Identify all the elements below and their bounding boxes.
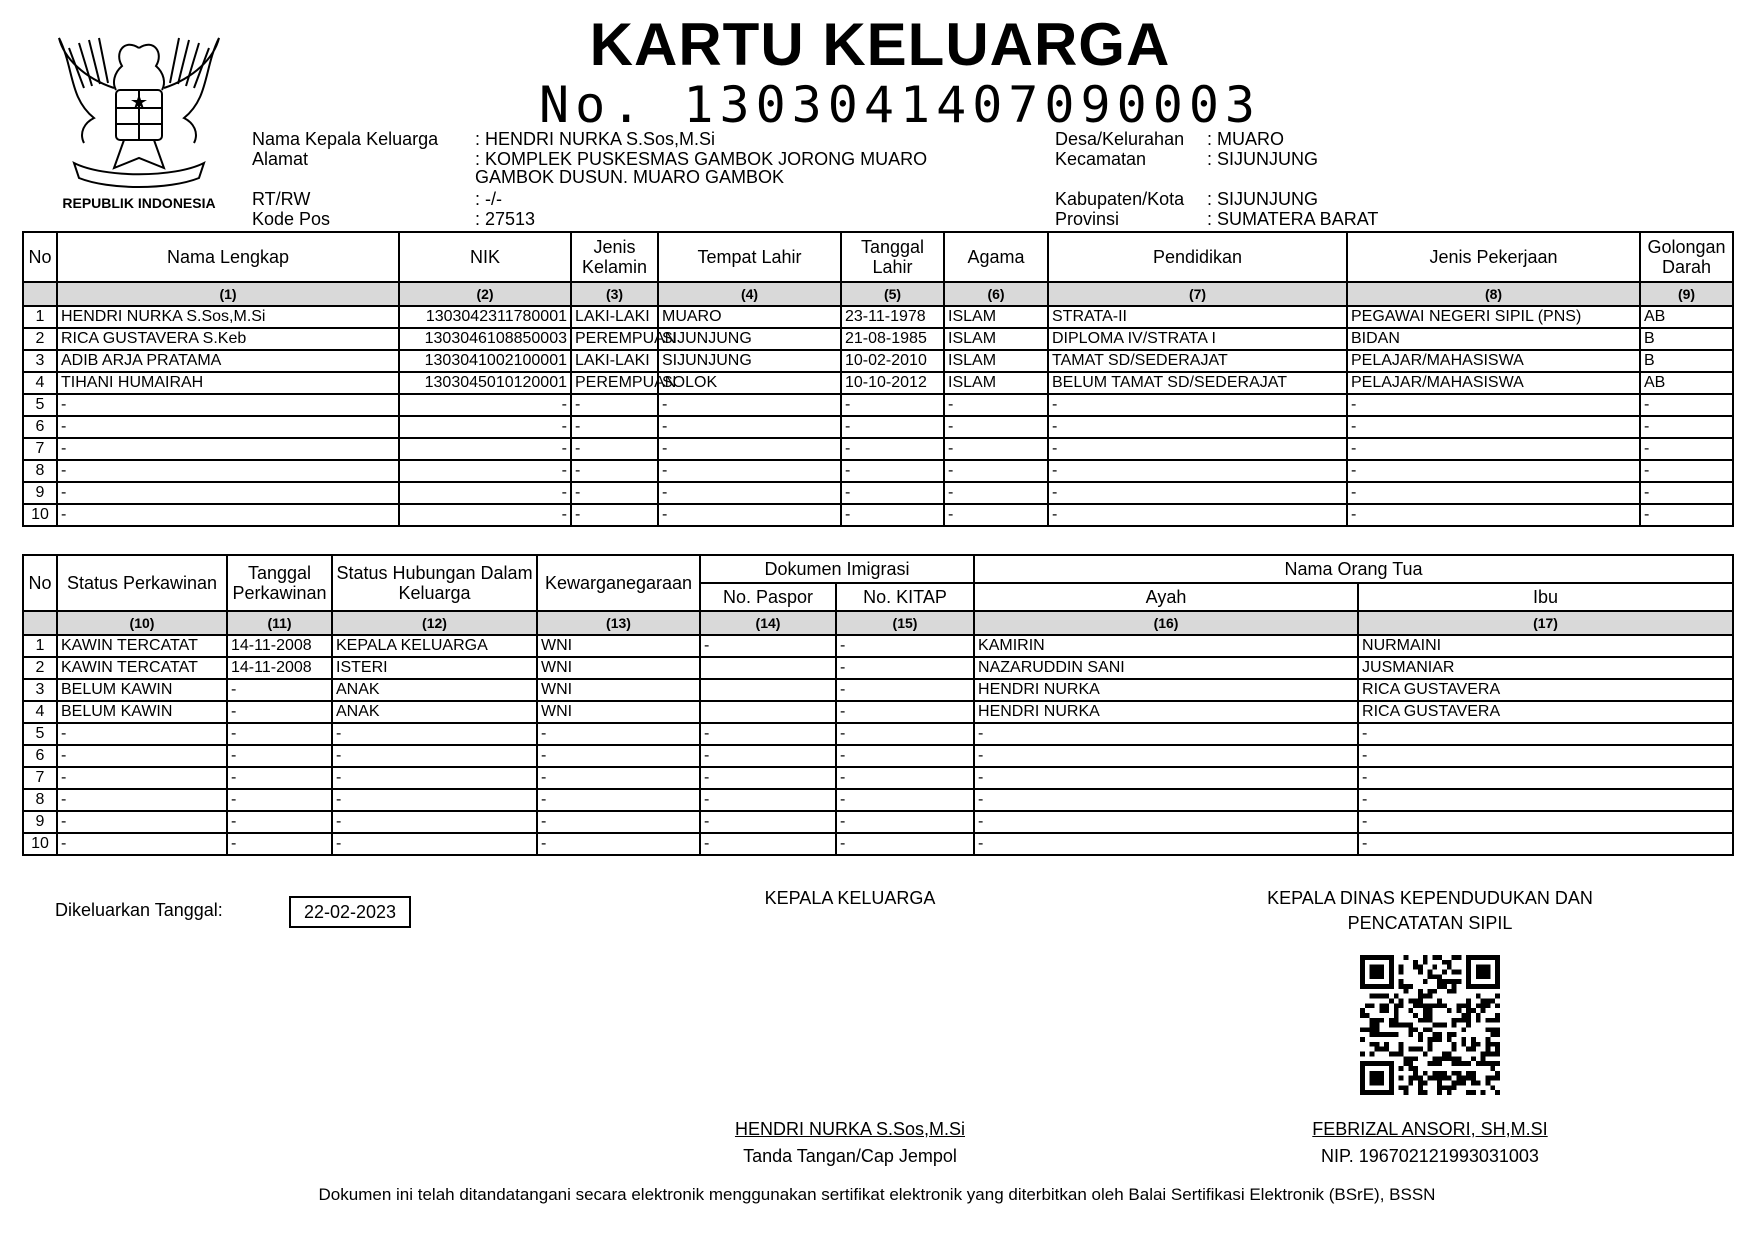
table-cell: - xyxy=(841,482,944,504)
col-header-nama-orang-tua: Nama Orang Tua xyxy=(974,555,1733,583)
table-cell: - xyxy=(227,789,332,811)
table-cell: RICA GUSTAVERA xyxy=(1358,679,1733,701)
table-cell: ISLAM xyxy=(944,372,1048,394)
table-cell: - xyxy=(836,767,974,789)
column-index: (11) xyxy=(227,611,332,635)
table-cell: - xyxy=(1358,811,1733,833)
table-cell: - xyxy=(836,723,974,745)
family-value: : SUMATERA BARAT xyxy=(1207,209,1379,229)
table-cell: - xyxy=(399,504,571,526)
table-cell: - xyxy=(658,504,841,526)
table-cell: - xyxy=(1640,504,1733,526)
column-index: (9) xyxy=(1640,282,1733,306)
table-cell: - xyxy=(836,789,974,811)
table-cell: - xyxy=(700,811,836,833)
table-cell: NURMAINI xyxy=(1358,635,1733,657)
col-header-status-perkawinan: Status Perkawinan xyxy=(57,555,227,611)
table-cell: - xyxy=(399,438,571,460)
table-cell: MUARO xyxy=(658,306,841,328)
table-cell: - xyxy=(1347,416,1640,438)
table-row xyxy=(23,811,1733,833)
family-members-table xyxy=(22,231,1734,527)
table-cell: KEPALA KELUARGA xyxy=(332,635,537,657)
col-header-no: No xyxy=(23,555,57,611)
issued-date-value: 22-02-2023 xyxy=(289,896,411,928)
table-cell: - xyxy=(227,701,332,723)
table-cell: - xyxy=(944,460,1048,482)
table-cell: 3 xyxy=(23,350,57,372)
table-cell: KAMIRIN xyxy=(974,635,1358,657)
table-cell: - xyxy=(1347,504,1640,526)
table-cell: AB xyxy=(1640,372,1733,394)
table-cell xyxy=(700,679,836,701)
table-cell: SIJUNJUNG xyxy=(658,350,841,372)
table-cell: 1303041002100001 xyxy=(399,350,571,372)
table-row xyxy=(23,416,1733,438)
family-label: RT/RW xyxy=(252,189,311,209)
table-cell: - xyxy=(700,745,836,767)
table-cell: - xyxy=(1640,416,1733,438)
family-card-number: No. 1303041407090003 xyxy=(538,76,1262,134)
family-label: Provinsi xyxy=(1055,209,1120,229)
table-cell: 10 xyxy=(23,504,57,526)
column-index: (4) xyxy=(658,282,841,306)
country-label: REPUBLIK INDONESIA xyxy=(62,195,216,211)
table-cell: - xyxy=(836,701,974,723)
family-label: Desa/Kelurahan xyxy=(1055,129,1185,149)
table-cell: 4 xyxy=(23,372,57,394)
column-index xyxy=(23,611,57,635)
col-header-kewarganegaraan: Kewarganegaraan xyxy=(537,555,700,611)
table-cell: NAZARUDDIN SANI xyxy=(974,657,1358,679)
table-cell: - xyxy=(57,767,227,789)
table-cell: B xyxy=(1640,350,1733,372)
table-row xyxy=(23,745,1733,767)
col-header-nama: Nama Lengkap xyxy=(57,232,399,282)
table-cell: ANAK xyxy=(332,679,537,701)
col-header-jenis-kelamin: Jenis Kelamin xyxy=(571,232,658,282)
column-index: (14) xyxy=(700,611,836,635)
table-cell: - xyxy=(836,745,974,767)
table-cell: - xyxy=(332,833,537,855)
official-nip: NIP. 196702121993031003 xyxy=(1321,1146,1539,1166)
table-row xyxy=(23,438,1733,460)
document-title: KARTU KELUARGA xyxy=(589,11,1171,78)
family-value: : MUARO xyxy=(1207,129,1285,149)
table-cell: - xyxy=(537,723,700,745)
table-cell: - xyxy=(57,811,227,833)
table-cell: WNI xyxy=(537,635,700,657)
qr-code-icon xyxy=(1360,955,1500,1095)
table-cell: - xyxy=(700,635,836,657)
table-cell: - xyxy=(1358,767,1733,789)
table-cell: HENDRI NURKA xyxy=(974,701,1358,723)
table-cell: - xyxy=(1347,482,1640,504)
table-cell: BIDAN xyxy=(1347,328,1640,350)
table-cell: - xyxy=(57,833,227,855)
table-cell: ISTERI xyxy=(332,657,537,679)
table-cell: - xyxy=(841,460,944,482)
table-cell: - xyxy=(836,811,974,833)
table-cell: 23-11-1978 xyxy=(841,306,944,328)
table-cell: 8 xyxy=(23,789,57,811)
table-cell: - xyxy=(700,833,836,855)
table-cell: WNI xyxy=(537,657,700,679)
table-cell: - xyxy=(974,789,1358,811)
table-cell: - xyxy=(658,438,841,460)
table-cell: - xyxy=(1347,438,1640,460)
family-label: Alamat xyxy=(252,149,309,169)
table-cell: HENDRI NURKA xyxy=(974,679,1358,701)
table-cell: - xyxy=(841,394,944,416)
table-cell: - xyxy=(332,811,537,833)
table-cell: - xyxy=(227,723,332,745)
table-cell: 4 xyxy=(23,701,57,723)
table-cell: SIJUNJUNG xyxy=(658,328,841,350)
table-cell: - xyxy=(1347,460,1640,482)
column-index: (8) xyxy=(1347,282,1640,306)
table-cell: 10-02-2010 xyxy=(841,350,944,372)
table-cell: - xyxy=(1640,394,1733,416)
table-cell: - xyxy=(944,504,1048,526)
table-cell: - xyxy=(974,811,1358,833)
table-row xyxy=(23,789,1733,811)
table-cell xyxy=(700,657,836,679)
table-cell: - xyxy=(227,767,332,789)
col-header-nik: NIK xyxy=(399,232,571,282)
table-row xyxy=(23,833,1733,855)
table-cell: - xyxy=(658,460,841,482)
table-row xyxy=(23,723,1733,745)
civil-status-table xyxy=(22,554,1734,856)
table-cell: BELUM KAWIN xyxy=(57,679,227,701)
table-cell: - xyxy=(841,416,944,438)
table-cell: - xyxy=(1358,789,1733,811)
table-cell: 9 xyxy=(23,482,57,504)
table-cell: BELUM TAMAT SD/SEDERAJAT xyxy=(1048,372,1347,394)
table-cell: DIPLOMA IV/STRATA I xyxy=(1048,328,1347,350)
table-cell: - xyxy=(944,394,1048,416)
official-title-line1: KEPALA DINAS KEPENDUDUKAN DAN xyxy=(1267,888,1593,908)
table-cell: B xyxy=(1640,328,1733,350)
table-row xyxy=(23,482,1733,504)
col-header-pekerjaan: Jenis Pekerjaan xyxy=(1347,232,1640,282)
table-cell: 14-11-2008 xyxy=(227,635,332,657)
table-cell: 7 xyxy=(23,767,57,789)
column-index: (15) xyxy=(836,611,974,635)
table-row xyxy=(23,372,1733,394)
table-cell: - xyxy=(332,789,537,811)
family-value: : SIJUNJUNG xyxy=(1207,149,1319,169)
column-index: (16) xyxy=(974,611,1358,635)
table-row xyxy=(23,767,1733,789)
table-cell: - xyxy=(1640,438,1733,460)
table-cell: ISLAM xyxy=(944,306,1048,328)
table-cell: ISLAM xyxy=(944,328,1048,350)
table-cell: - xyxy=(1048,460,1347,482)
column-index: (1) xyxy=(57,282,399,306)
table-cell: - xyxy=(1048,482,1347,504)
electronic-signature-note: Dokumen ini telah ditandatangani secara elektronik menggunakan sertifikat elektronik yang diterbitkan oleh Balai Sertifikasi Elektronik (BSrE), BSSN xyxy=(318,1185,1436,1204)
table-cell: 7 xyxy=(23,438,57,460)
table-cell: LAKI-LAKI xyxy=(571,350,658,372)
col-header-agama: Agama xyxy=(944,232,1048,282)
table-cell: 5 xyxy=(23,394,57,416)
family-label: Kecamatan xyxy=(1055,149,1147,169)
table-cell: 8 xyxy=(23,460,57,482)
table-cell: - xyxy=(227,811,332,833)
col-header-dokumen-imigrasi: Dokumen Imigrasi xyxy=(700,555,974,583)
table-cell: ANAK xyxy=(332,701,537,723)
table-cell: - xyxy=(841,438,944,460)
table-cell: - xyxy=(227,679,332,701)
column-index: (12) xyxy=(332,611,537,635)
family-value: : SIJUNJUNG xyxy=(1207,189,1319,209)
table-cell: TIHANI HUMAIRAH xyxy=(57,372,399,394)
table-cell: - xyxy=(700,789,836,811)
table-cell: 1303045010120001 xyxy=(399,372,571,394)
table-cell: - xyxy=(571,482,658,504)
table-cell: PELAJAR/MAHASISWA xyxy=(1347,372,1640,394)
table-cell: 2 xyxy=(23,657,57,679)
table-row xyxy=(23,657,1733,679)
table-cell: - xyxy=(974,723,1358,745)
table-cell: - xyxy=(1048,438,1347,460)
table-row xyxy=(23,460,1733,482)
table-cell: - xyxy=(836,635,974,657)
table-cell: - xyxy=(1358,723,1733,745)
col-header-tempat-lahir: Tempat Lahir xyxy=(658,232,841,282)
table-cell: - xyxy=(944,482,1048,504)
table-cell: LAKI-LAKI xyxy=(571,306,658,328)
table-cell: AB xyxy=(1640,306,1733,328)
table-cell: - xyxy=(57,745,227,767)
table-cell: PEREMPUAN xyxy=(571,328,658,350)
table-cell: PEREMPUAN xyxy=(571,372,658,394)
table-cell: - xyxy=(944,438,1048,460)
column-index: (13) xyxy=(537,611,700,635)
table-row xyxy=(23,394,1733,416)
table-cell: ISLAM xyxy=(944,350,1048,372)
head-signature-title: KEPALA KELUARGA xyxy=(764,888,936,908)
table-cell: 3 xyxy=(23,679,57,701)
table-cell: - xyxy=(332,745,537,767)
garuda-emblem-icon xyxy=(44,18,234,213)
column-index: (2) xyxy=(399,282,571,306)
table-cell: - xyxy=(537,767,700,789)
table-cell: PELAJAR/MAHASISWA xyxy=(1347,350,1640,372)
family-value: : 27513 xyxy=(475,209,536,229)
table-cell: - xyxy=(399,394,571,416)
col-header-no: No xyxy=(23,232,57,282)
table-cell: HENDRI NURKA S.Sos,M.Si xyxy=(57,306,399,328)
table-cell: - xyxy=(658,482,841,504)
table-cell: - xyxy=(537,833,700,855)
table-cell: 1303046108850003 xyxy=(399,328,571,350)
table-cell: - xyxy=(399,482,571,504)
table-cell: 6 xyxy=(23,416,57,438)
table-cell: KAWIN TERCATAT xyxy=(57,657,227,679)
col-header-no-kitap: No. KITAP xyxy=(836,583,974,611)
table-cell: - xyxy=(1048,394,1347,416)
table-cell: 2 xyxy=(23,328,57,350)
table-cell: - xyxy=(571,460,658,482)
table-cell: - xyxy=(841,504,944,526)
family-label: Kode Pos xyxy=(252,209,331,229)
table-cell: JUSMANIAR xyxy=(1358,657,1733,679)
table-row xyxy=(23,701,1733,723)
table-cell: - xyxy=(571,438,658,460)
head-signature-name: HENDRI NURKA S.Sos,M.Si xyxy=(734,1119,966,1139)
table-cell: 10 xyxy=(23,833,57,855)
table-cell: 6 xyxy=(23,745,57,767)
official-title-line2: PENCATATAN SIPIL xyxy=(1347,913,1513,933)
column-index: (3) xyxy=(571,282,658,306)
table-row xyxy=(23,350,1733,372)
col-header-tanggal-lahir: Tanggal Lahir xyxy=(841,232,944,282)
table-cell: 1 xyxy=(23,635,57,657)
table-cell: - xyxy=(1347,394,1640,416)
table-row xyxy=(23,635,1733,657)
col-header-tanggal-perkawinan: Tanggal Perkawinan xyxy=(227,555,332,611)
table-cell: - xyxy=(399,416,571,438)
column-index: (17) xyxy=(1358,611,1733,635)
table-cell: - xyxy=(332,723,537,745)
table-cell xyxy=(700,701,836,723)
table-cell: - xyxy=(571,416,658,438)
table-cell: 5 xyxy=(23,723,57,745)
official-name: FEBRIZAL ANSORI, SH,M.SI xyxy=(1312,1119,1548,1139)
table-cell: RICA GUSTAVERA xyxy=(1358,701,1733,723)
table-cell: - xyxy=(1048,504,1347,526)
table-cell: 10-10-2012 xyxy=(841,372,944,394)
table-cell: PEGAWAI NEGERI SIPIL (PNS) xyxy=(1347,306,1640,328)
table-cell: - xyxy=(1640,482,1733,504)
table-cell: - xyxy=(571,394,658,416)
column-index: (5) xyxy=(841,282,944,306)
table-cell: - xyxy=(974,767,1358,789)
table-cell: - xyxy=(57,438,399,460)
family-value: GAMBOK DUSUN. MUARO GAMBOK xyxy=(475,167,785,187)
table-cell: - xyxy=(227,833,332,855)
table-cell: - xyxy=(1358,745,1733,767)
family-value: : KOMPLEK PUSKESMAS GAMBOK JORONG MUARO xyxy=(475,149,928,169)
table-cell: - xyxy=(571,504,658,526)
table-cell: - xyxy=(836,679,974,701)
col-header-ayah: Ayah xyxy=(974,583,1358,611)
table-cell: 14-11-2008 xyxy=(227,657,332,679)
table-cell: - xyxy=(57,789,227,811)
table-cell: - xyxy=(537,789,700,811)
column-index xyxy=(23,282,57,306)
family-value: : HENDRI NURKA S.Sos,M.Si xyxy=(475,129,716,149)
column-index: (7) xyxy=(1048,282,1347,306)
head-signature-caption: Tanda Tangan/Cap Jempol xyxy=(743,1146,957,1166)
table-cell: - xyxy=(700,767,836,789)
table-cell: - xyxy=(700,723,836,745)
table-cell: STRATA-II xyxy=(1048,306,1347,328)
table-cell: ADIB ARJA PRATAMA xyxy=(57,350,399,372)
table-cell: - xyxy=(57,504,399,526)
table-cell: - xyxy=(57,460,399,482)
table-cell: 1 xyxy=(23,306,57,328)
family-label: Nama Kepala Keluarga xyxy=(252,129,439,149)
table-cell: - xyxy=(974,745,1358,767)
table-row xyxy=(23,306,1733,328)
col-header-ibu: Ibu xyxy=(1358,583,1733,611)
table-cell: - xyxy=(658,394,841,416)
col-header-no-paspor: No. Paspor xyxy=(700,583,836,611)
table-cell: - xyxy=(1358,833,1733,855)
table-cell: - xyxy=(57,416,399,438)
table-row xyxy=(23,504,1733,526)
family-label: Kabupaten/Kota xyxy=(1055,189,1185,209)
table-cell: 1303042311780001 xyxy=(399,306,571,328)
table-cell: - xyxy=(399,460,571,482)
table-cell: - xyxy=(658,416,841,438)
table-cell: BELUM KAWIN xyxy=(57,701,227,723)
table-cell: SOLOK xyxy=(658,372,841,394)
table-cell: - xyxy=(836,657,974,679)
table-cell: - xyxy=(974,833,1358,855)
table-cell: - xyxy=(836,833,974,855)
table-cell: - xyxy=(57,723,227,745)
table-row xyxy=(23,679,1733,701)
col-header-status-hubungan: Status Hubungan Dalam Keluarga xyxy=(332,555,537,611)
table-cell: 9 xyxy=(23,811,57,833)
table-cell: WNI xyxy=(537,679,700,701)
table-cell: - xyxy=(537,811,700,833)
table-cell: - xyxy=(1048,416,1347,438)
column-index: (6) xyxy=(944,282,1048,306)
table-cell: - xyxy=(332,767,537,789)
table-cell: 21-08-1985 xyxy=(841,328,944,350)
table-cell: TAMAT SD/SEDERAJAT xyxy=(1048,350,1347,372)
table-row xyxy=(23,328,1733,350)
col-header-golongan-darah: Golongan Darah xyxy=(1640,232,1733,282)
table-cell: - xyxy=(227,745,332,767)
table-cell: WNI xyxy=(537,701,700,723)
table-cell: - xyxy=(944,416,1048,438)
table-cell: - xyxy=(1640,460,1733,482)
table-cell: - xyxy=(57,482,399,504)
col-header-pendidikan: Pendidikan xyxy=(1048,232,1347,282)
table-cell: - xyxy=(57,394,399,416)
table-cell: RICA GUSTAVERA S.Keb xyxy=(57,328,399,350)
table-cell: - xyxy=(537,745,700,767)
table-cell: KAWIN TERCATAT xyxy=(57,635,227,657)
family-value: : -/- xyxy=(475,189,502,209)
column-index: (10) xyxy=(57,611,227,635)
issued-date-label: Dikeluarkan Tanggal: xyxy=(55,900,223,920)
